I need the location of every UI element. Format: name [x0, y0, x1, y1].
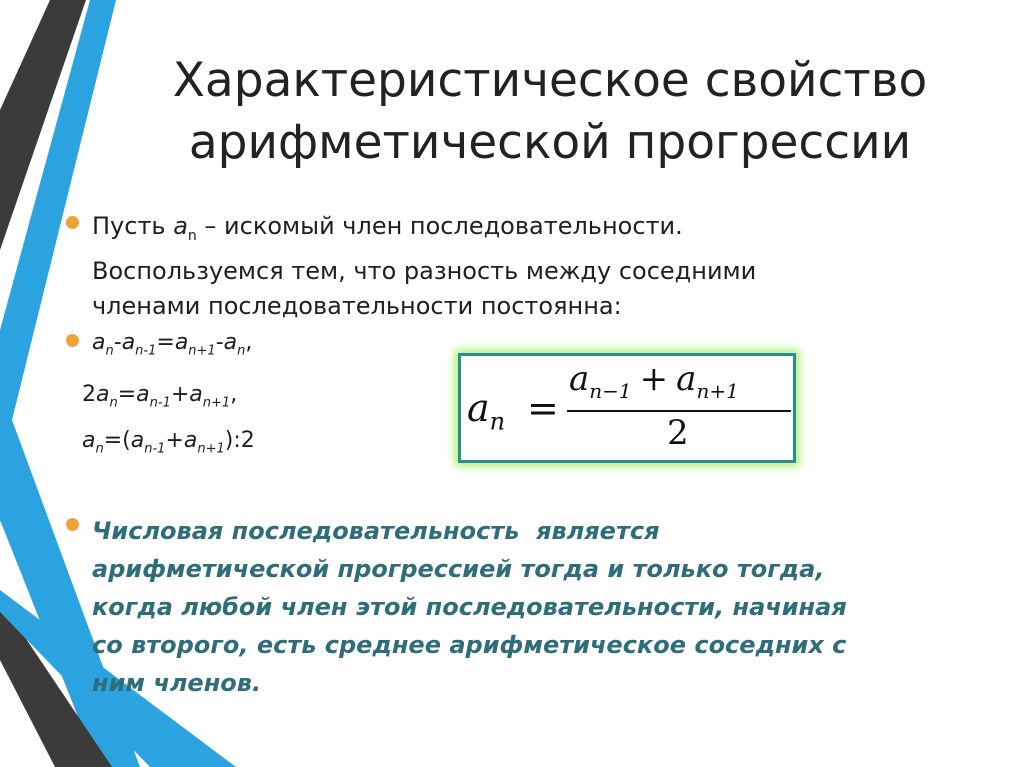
formula-equals: =	[527, 386, 559, 430]
slide-title	[120, 50, 980, 174]
formula-lhs: $a_n$	[467, 386, 506, 436]
equation-difference: $a_n-a_{n-1}=a_{n+1}-a_n$,	[92, 330, 253, 359]
theorem-statement	[92, 512, 942, 702]
intro-line-1: Пусть $a_n$ – искомый член последовательности.	[92, 212, 683, 244]
intro-line-3: членами последовательности постоянна:	[92, 291, 622, 320]
bullet-dot-equations	[66, 334, 79, 347]
fraction-bar	[567, 410, 791, 412]
title-line-1: Характеристическое свойство	[172, 53, 928, 108]
theorem-line-5: ним членов.	[92, 669, 262, 697]
intro-line-2: Воспользуемся тем, что разность между соседними	[92, 256, 757, 285]
theorem-line-1: Числовая последовательность является	[92, 517, 660, 545]
bullet-dot-theorem	[66, 518, 79, 531]
equation-double: $2a_n=a_{n-1}+a_{n+1}$,	[82, 382, 238, 411]
theorem-line-2: арифметической прогрессией тогда и только тогда,	[92, 555, 825, 583]
intro-paragraph	[92, 209, 952, 324]
bullet-dot-intro	[66, 216, 79, 229]
theorem-line-4: со второго, есть среднее арифметическое соседних с	[92, 631, 847, 659]
equation-mean: $a_n=(a_{n-1}+a_{n+1}):2$	[82, 428, 255, 457]
theorem-line-3: когда любой член этой последовательности, начиная	[92, 593, 847, 621]
formula-denominator: 2	[667, 413, 689, 453]
formula-box	[458, 353, 796, 463]
title-line-2: арифметической прогрессии	[188, 115, 912, 170]
formula-numerator: $a_{n-1} + a_{n+1}$	[569, 359, 739, 403]
